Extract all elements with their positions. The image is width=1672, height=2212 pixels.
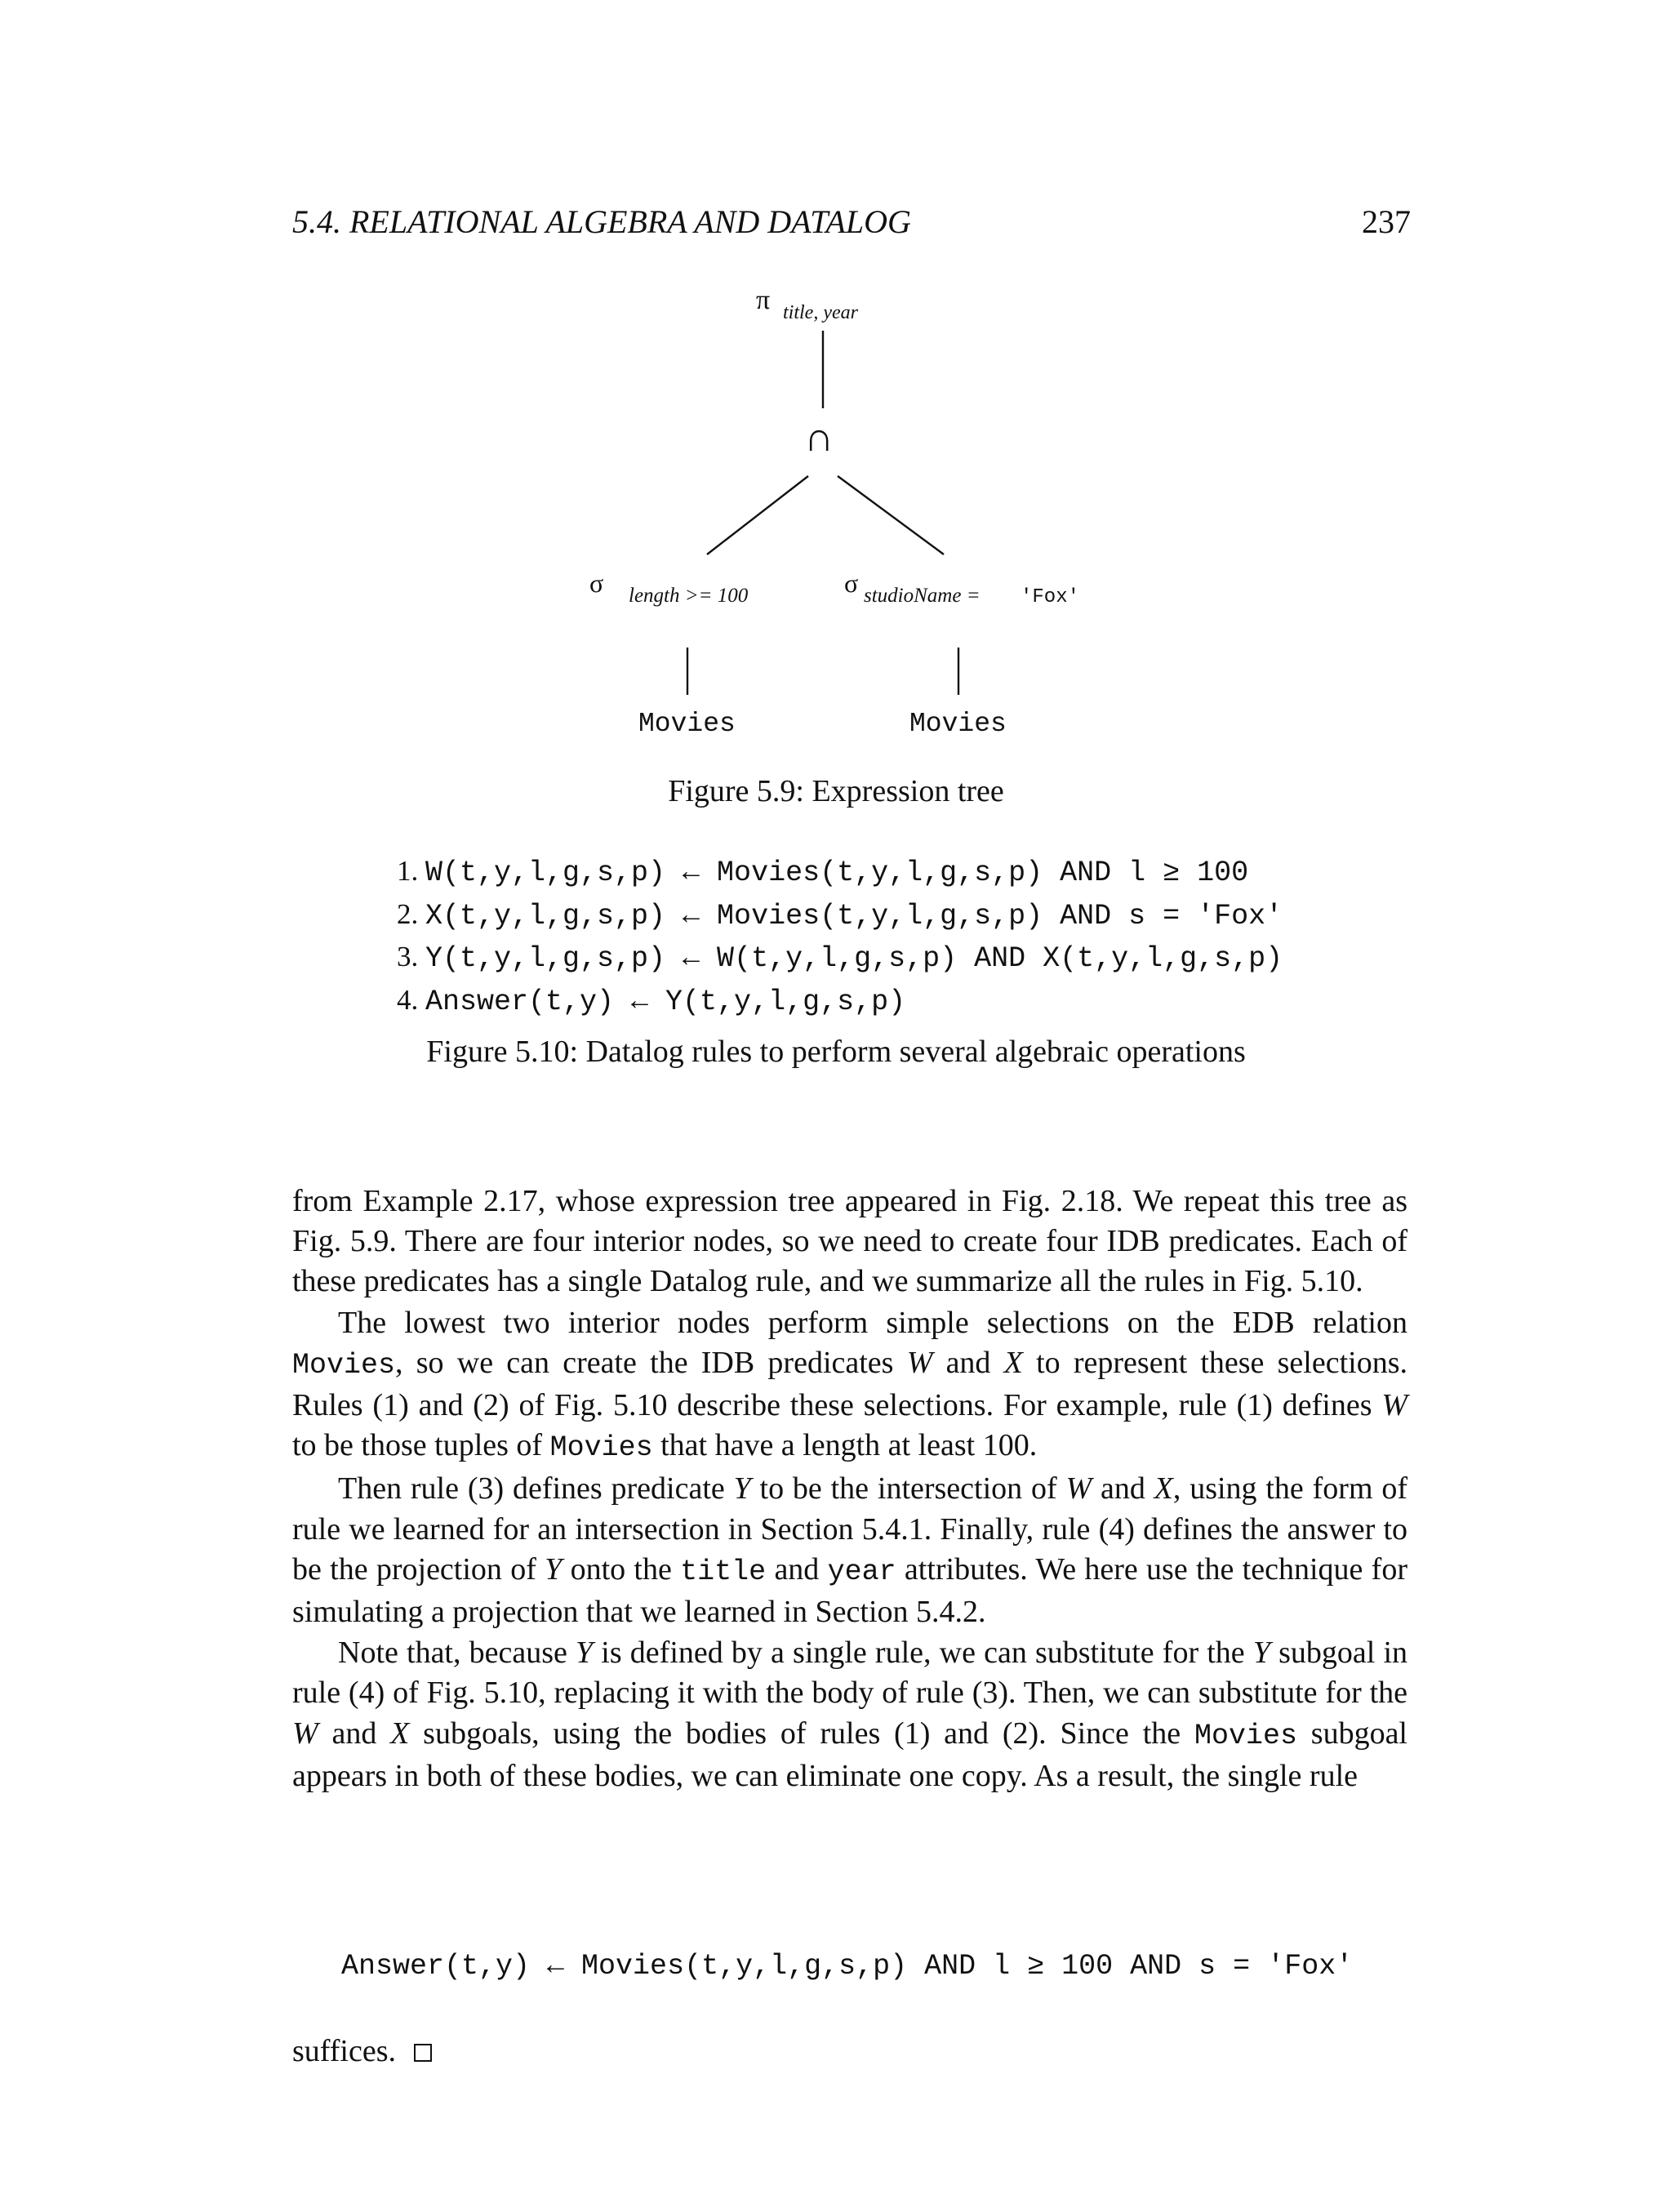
rule-4 xyxy=(397,980,1283,1023)
left-leaf-movies: Movies xyxy=(638,709,736,739)
code-movies: Movies xyxy=(292,1348,396,1382)
math-w: W xyxy=(906,1345,933,1380)
expression-tree xyxy=(0,0,1672,768)
rule-number: 3. xyxy=(397,941,419,972)
figure-5-9-caption: Figure 5.9: Expression tree xyxy=(668,774,1004,808)
datalog-rules xyxy=(397,851,1283,1022)
right-leaf-movies: Movies xyxy=(909,709,1007,739)
left-selection-symbol: σ xyxy=(589,568,604,598)
paragraph-1: from Example 2.17, whose expression tree appeared in Fig. 2.18. We repeat this tree as Fig. 5.9. There are four interior nodes, so we need to create four IDB predicates. Each of these predicates has a single Datalog rule, and we summarize all the rules in Fig. 5.10. xyxy=(292,1184,1407,1299)
math-x: X xyxy=(390,1716,410,1751)
edge-intersection-to-right xyxy=(838,476,944,554)
math-w: W xyxy=(1381,1388,1407,1423)
left-selection-condition: length >= 100 xyxy=(629,585,749,607)
right-selection-symbol: σ xyxy=(844,568,859,598)
paragraph-3: Then rule (3) defines predicate Y to be the intersection of W and X, using the form of rule we learned for an intersection in Section 5.4.1. Finally, rule (4) defines the answer to be the projection of Y onto the title and year attributes. We here use the technique for simulating a projection that we learned in Section 5.4.2. xyxy=(292,1471,1407,1630)
code-year: year xyxy=(827,1555,896,1588)
edge-intersection-to-left xyxy=(707,476,808,554)
math-y: Y xyxy=(733,1471,751,1507)
math-y: Y xyxy=(545,1551,563,1587)
rule-code: W(t,y,l,g,s,p) ← Movies(t,y,l,g,s,p) AND l ≥ 100 xyxy=(425,857,1249,889)
rule-code: X(t,y,l,g,s,p) ← Movies(t,y,l,g,s,p) AND s = 'Fox' xyxy=(425,899,1283,932)
projection-attributes: title, year xyxy=(783,302,858,323)
right-selection-value: 'Fox' xyxy=(1021,586,1080,608)
right-selection-condition: studioName = xyxy=(864,585,981,607)
rule-code: Answer(t,y) ← Y(t,y,l,g,s,p) xyxy=(425,985,906,1018)
paragraph-2: The lowest two interior nodes perform simple selections on the EDB relation Movies, so we can create the IDB predicates W and X to represent these selections. Rules (1) and (2) of Fig. 5.10 describe these selections. For example, rule (1) defines W to be those tuples of Movies that have a length at least 100. xyxy=(292,1305,1407,1465)
code-movies: Movies xyxy=(1194,1719,1297,1752)
section-title: 5.4. RELATIONAL ALGEBRA AND DATALOG xyxy=(292,203,911,240)
code-title: title xyxy=(680,1555,767,1588)
display-rule: Answer(t,y) ← Movies(t,y,l,g,s,p) AND l ≥ 100 AND s = 'Fox' xyxy=(341,1950,1354,1983)
figure-5-10-caption: Figure 5.10: Datalog rules to perform several algebraic operations xyxy=(426,1035,1246,1069)
closing-line xyxy=(292,2031,432,2072)
math-y: Y xyxy=(576,1636,594,1671)
math-w: W xyxy=(292,1716,318,1751)
paragraph-4: Note that, because Y is defined by a single rule, we can substitute for the Y subgoal in rule (4) of Fig. 5.10, replacing it with the body of rule (3). Then, we can substitute for the W and X subgoals, using the bodies of rules (1) and (2). Since the Movies subgoal appears in both of these bodies, we can eliminate one copy. As a result, the single rule xyxy=(292,1636,1408,1793)
math-x: X xyxy=(1154,1471,1173,1507)
rule-number: 2. xyxy=(397,897,419,930)
math-y: Y xyxy=(1252,1636,1270,1671)
page-number: 237 xyxy=(1362,203,1411,240)
rule-code: Y(t,y,l,g,s,p) ← W(t,y,l,g,s,p) AND X(t,y,l,g,s,p) xyxy=(425,942,1283,975)
rule-number: 4. xyxy=(397,983,419,1016)
closing-text: suffices. xyxy=(292,2034,396,2068)
rule-2 xyxy=(397,894,1283,937)
rule-3 xyxy=(397,937,1283,980)
projection-symbol: π xyxy=(756,285,771,315)
qed-box-icon xyxy=(414,2044,432,2062)
rule-number: 1. xyxy=(397,855,419,887)
body-text xyxy=(292,1182,1407,1797)
code-movies: Movies xyxy=(549,1431,653,1465)
intersection-symbol: ∩ xyxy=(804,414,834,460)
rule-1 xyxy=(397,851,1283,894)
math-w: W xyxy=(1065,1471,1092,1507)
math-x: X xyxy=(1003,1345,1023,1380)
